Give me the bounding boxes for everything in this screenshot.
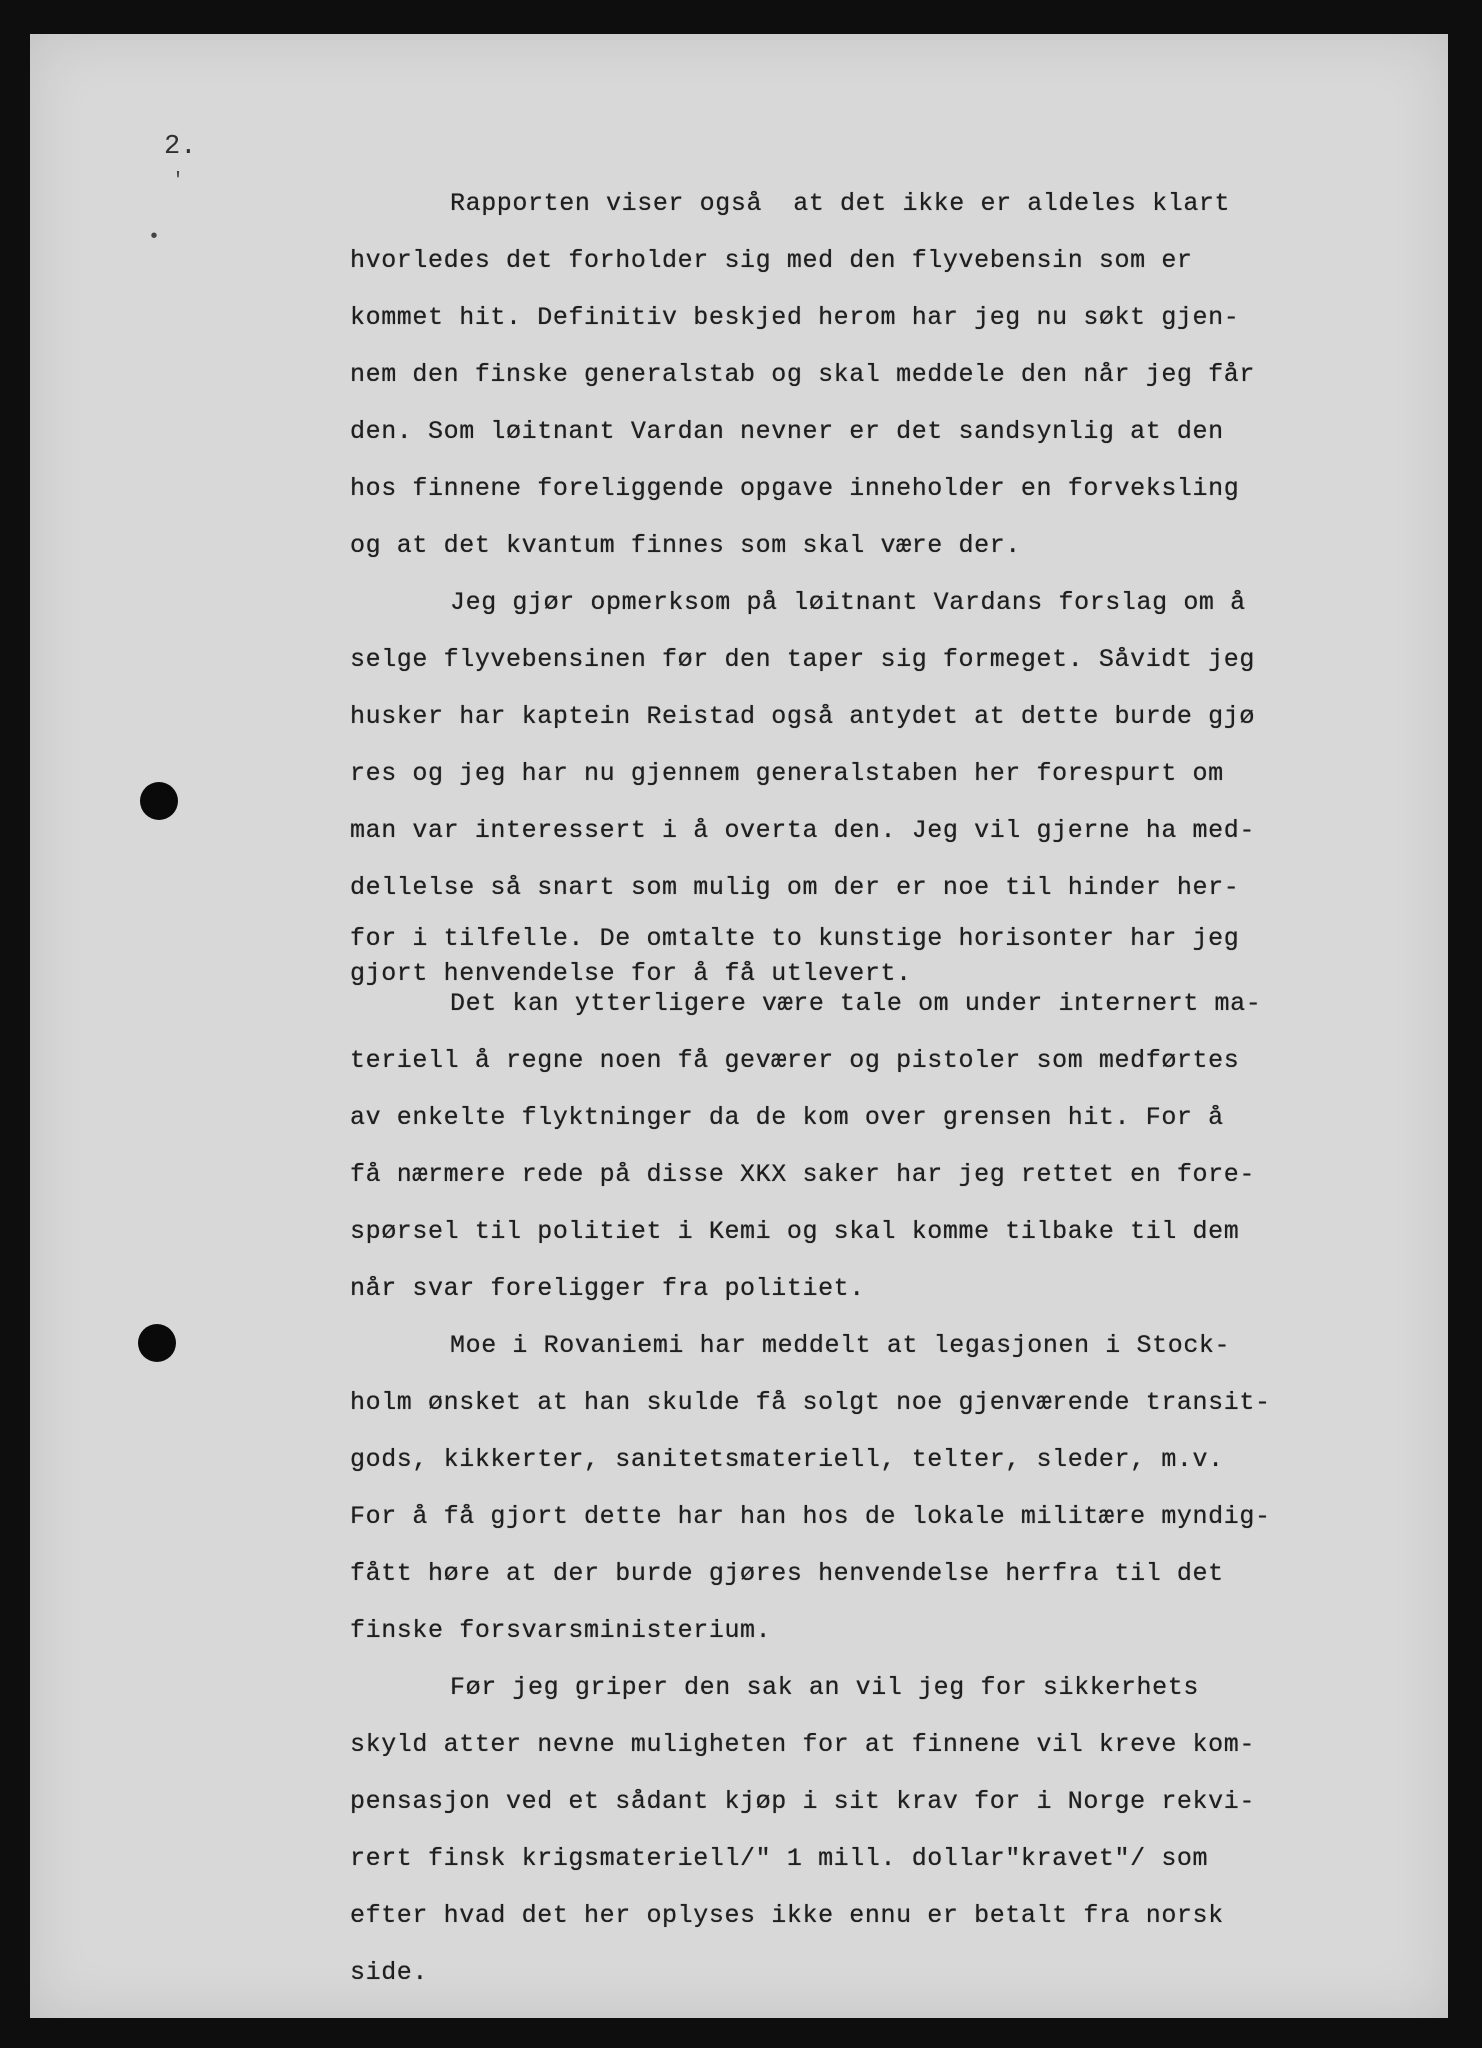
text-line: fått høre at der burde gjøres henvendelse herfra til det [350, 1559, 1224, 1588]
text-line: For å få gjort dette har han hos de lokale militære myndig- [350, 1502, 1271, 1531]
punch-hole [140, 782, 178, 820]
document-page [30, 34, 1448, 2018]
text-line: hvorledes det forholder sig med den flyvebensin som er [350, 246, 1193, 275]
text-line: Rapporten viser også at det ikke er aldeles klart [450, 189, 1231, 218]
text-line: spørsel til politiet i Kemi og skal komme tilbake til dem [350, 1217, 1240, 1246]
text-line: hos finnene foreliggende opgave inneholder en forveksling [350, 474, 1240, 503]
text-line: gods, kikkerter, sanitetsmateriell, telter, sleder, m.v. [350, 1445, 1224, 1474]
margin-mark: ' [172, 170, 185, 193]
text-line: holm ønsket at han skulde få solgt noe gjenværende transit- [350, 1388, 1271, 1417]
text-line: Jeg gjør opmerksom på løitnant Vardans forslag om å [450, 588, 1246, 617]
punch-hole [138, 1324, 176, 1362]
text-line: og at det kvantum finnes som skal være der. [350, 531, 1021, 560]
text-line: selge flyvebensinen før den taper sig formeget. Såvidt jeg [350, 645, 1255, 674]
text-line: man var interessert i å overta den. Jeg vil gjerne ha med- [350, 816, 1255, 845]
text-line: gjort henvendelse for å få utlevert. [350, 959, 912, 988]
text-line: nem den finske generalstab og skal meddele den når jeg får [350, 360, 1255, 389]
text-line: res og jeg har nu gjennem generalstaben her forespurt om [350, 759, 1224, 788]
text-line: efter hvad det her oplyses ikke ennu er betalt fra norsk [350, 1901, 1224, 1930]
text-line: få nærmere rede på disse XKX saker har jeg rettet en fore- [350, 1160, 1255, 1189]
text-line: av enkelte flyktninger da de kom over grensen hit. For å [350, 1103, 1224, 1132]
text-line: skyld atter nevne muligheten for at finnene vil kreve kom- [350, 1730, 1255, 1759]
text-line: teriell å regne noen få geværer og pistoler som medførtes [350, 1046, 1240, 1075]
text-line: Moe i Rovaniemi har meddelt at legasjonen i Stock- [450, 1331, 1231, 1360]
text-line: når svar foreligger fra politiet. [350, 1274, 865, 1303]
text-line: pensasjon ved et sådant kjøp i sit krav for i Norge rekvi- [350, 1787, 1255, 1816]
margin-mark: • [148, 226, 161, 249]
text-line: dellelse så snart som mulig om der er noe til hinder her- [350, 873, 1240, 902]
page-number: 2. [164, 132, 197, 162]
text-line: for i tilfelle. De omtalte to kunstige horisonter har jeg [350, 924, 1240, 953]
text-line: Det kan ytterligere være tale om under internert ma- [450, 989, 1262, 1018]
text-line: husker har kaptein Reistad også antydet at dette burde gjø [350, 702, 1255, 731]
text-line: den. Som løitnant Vardan nevner er det sandsynlig at den [350, 417, 1224, 446]
text-line: side. [350, 1958, 429, 1987]
text-line: finske forsvarsministerium. [350, 1616, 772, 1645]
text-line: Før jeg griper den sak an vil jeg for sikkerhets [450, 1673, 1199, 1702]
text-line: kommet hit. Definitiv beskjed herom har jeg nu søkt gjen- [350, 303, 1240, 332]
text-line: rert finsk krigsmateriell/" 1 mill. dollar"kravet"/ som [350, 1844, 1209, 1873]
